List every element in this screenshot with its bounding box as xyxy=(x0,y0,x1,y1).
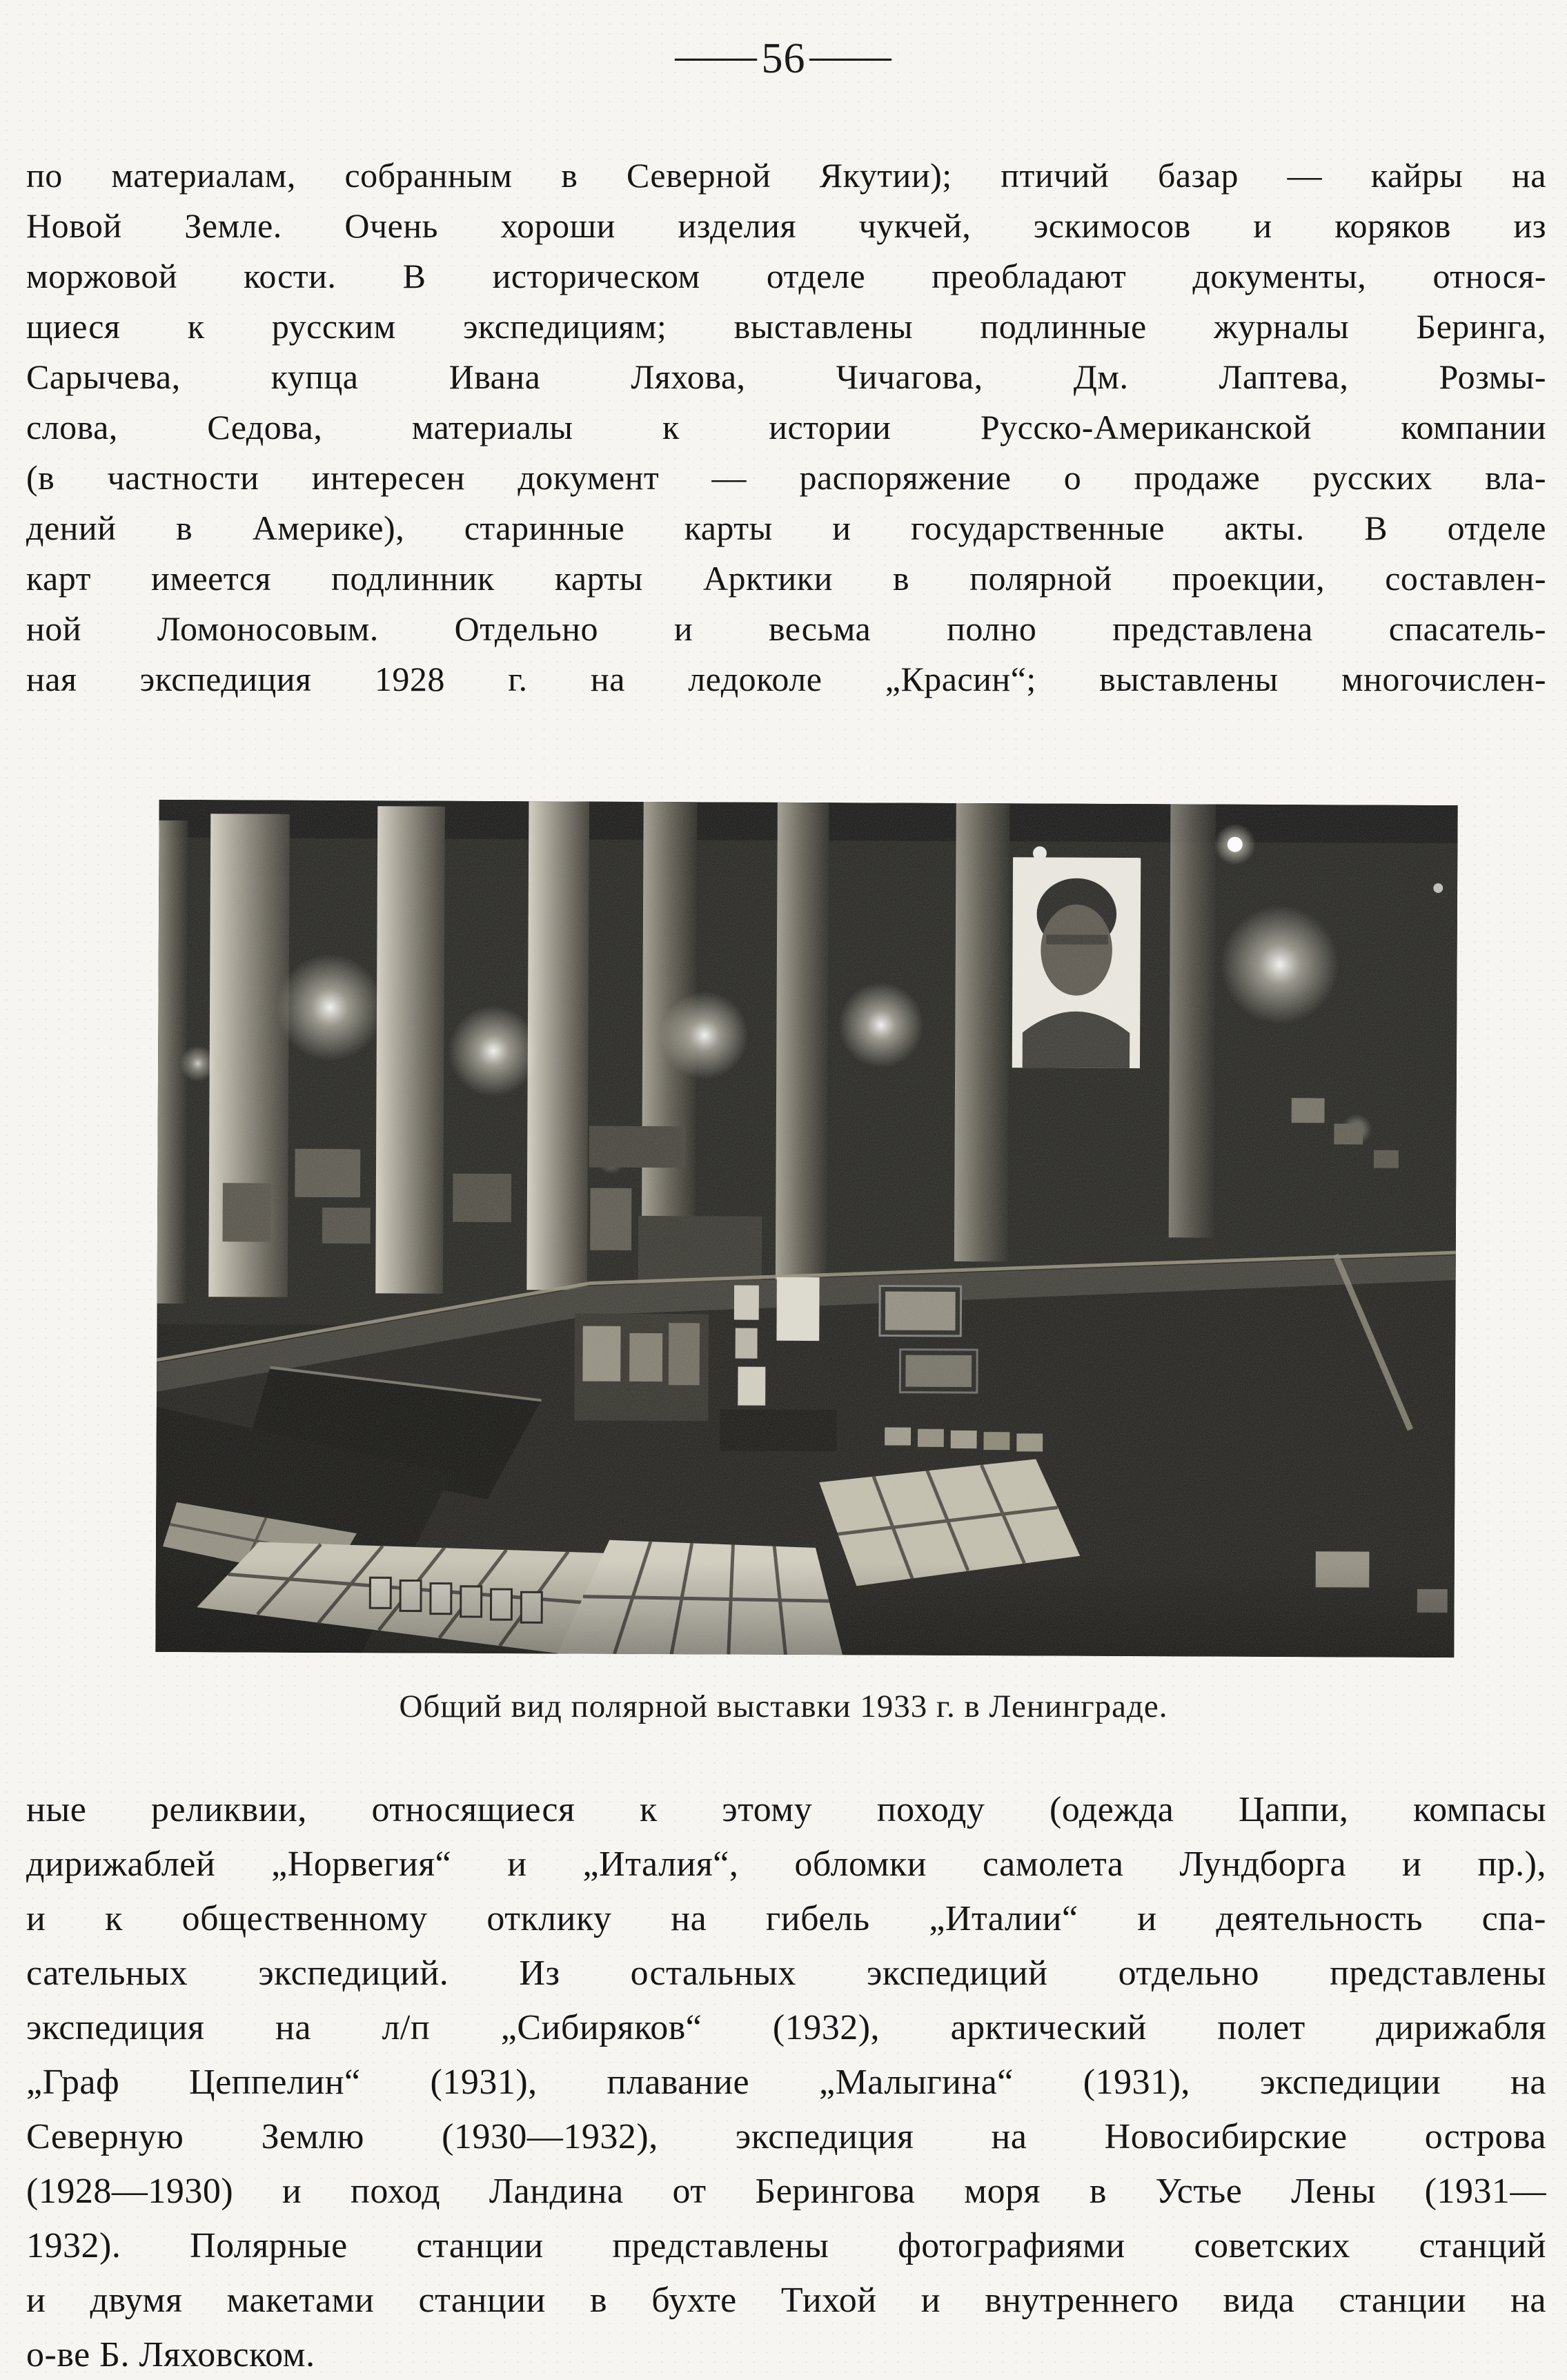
paragraph-bottom xyxy=(26,1782,1546,2380)
text-line: и двумя макетами станции в бухте Тихой и внутреннего вида станции на xyxy=(26,2281,1546,2320)
text-line: о-ве Б. Ляховском. xyxy=(26,2335,315,2374)
text-line: „Граф Цеппелин“ (1931), плавание „Малыгина“ (1931), экспедиции на xyxy=(26,2063,1546,2102)
text-line: слова, Седова, материалы к истории Русско-Американской компании xyxy=(26,408,1546,446)
exhibition-photo-drawing xyxy=(155,800,1457,1658)
text-line: Северную Землю (1930—1932), экспедиция на Новосибирские острова xyxy=(26,2117,1546,2156)
header-dash-left: — xyxy=(675,32,758,79)
text-line: (1928—1930) и поход Ландина от Берингова моря в Устье Лены (1931— xyxy=(26,2172,1546,2211)
text-line: экспедиция на л/п „Сибиряков“ (1932), арктический полет дирижабля xyxy=(26,2008,1546,2047)
text-line: сательных экспедиций. Из остальных экспедиций отдельно представлены xyxy=(26,1954,1546,1993)
text-line: моржовой кости. В историческом отделе преобладают документы, относя- xyxy=(26,257,1546,295)
text-line: Сарычева, купца Ивана Ляхова, Чичагова, Дм. Лаптева, Розмы- xyxy=(26,357,1546,396)
text-line: дений в Америке), старинные карты и государственные акты. В отделе xyxy=(26,509,1546,547)
paragraph-top xyxy=(26,150,1546,705)
text-line: ной Ломоносовым. Отдельно и весьма полно представлена спасатель- xyxy=(26,609,1546,648)
page-number xyxy=(0,32,1567,83)
figure-caption: Общий вид полярной выставки 1933 г. в Ленинграде. xyxy=(399,1689,1168,1724)
text-line: карт имеется подлинник карты Арктики в полярной проекции, составлен- xyxy=(26,559,1546,598)
text-line: по материалам, собранным в Северной Якутии); птичий базар — кайры на xyxy=(26,156,1546,195)
text-line: Новой Земле. Очень хороши изделия чукчей, эскимосов и коряков из xyxy=(26,206,1546,245)
header-dash-right: — xyxy=(809,32,892,79)
exhibition-photo xyxy=(155,800,1457,1658)
text-line: ные реликвии, относящиеся к этому походу (одежда Цаппи, компасы xyxy=(26,1790,1546,1829)
text-line: щиеся к русским экспедициям; выставлены подлинные журналы Беринга, xyxy=(26,307,1546,346)
text-line: и к общественному отклику на гибель „Италии“ и деятельность спа- xyxy=(26,1899,1546,1938)
page-number-value: 56 xyxy=(761,35,806,82)
text-line: дирижаблей „Норвегия“ и „Италия“, обломки самолета Лундборга и пр.), xyxy=(26,1845,1546,1884)
text-line: (в частности интересен документ — распоряжение о продаже русских вла- xyxy=(26,458,1546,497)
photo-grain xyxy=(155,800,1457,1658)
text-line: 1932). Полярные станции представлены фотографиями советских станций xyxy=(26,2226,1546,2265)
text-line: ная экспедиция 1928 г. на ледоколе „Красин“; выставлены многочислен- xyxy=(26,660,1546,698)
